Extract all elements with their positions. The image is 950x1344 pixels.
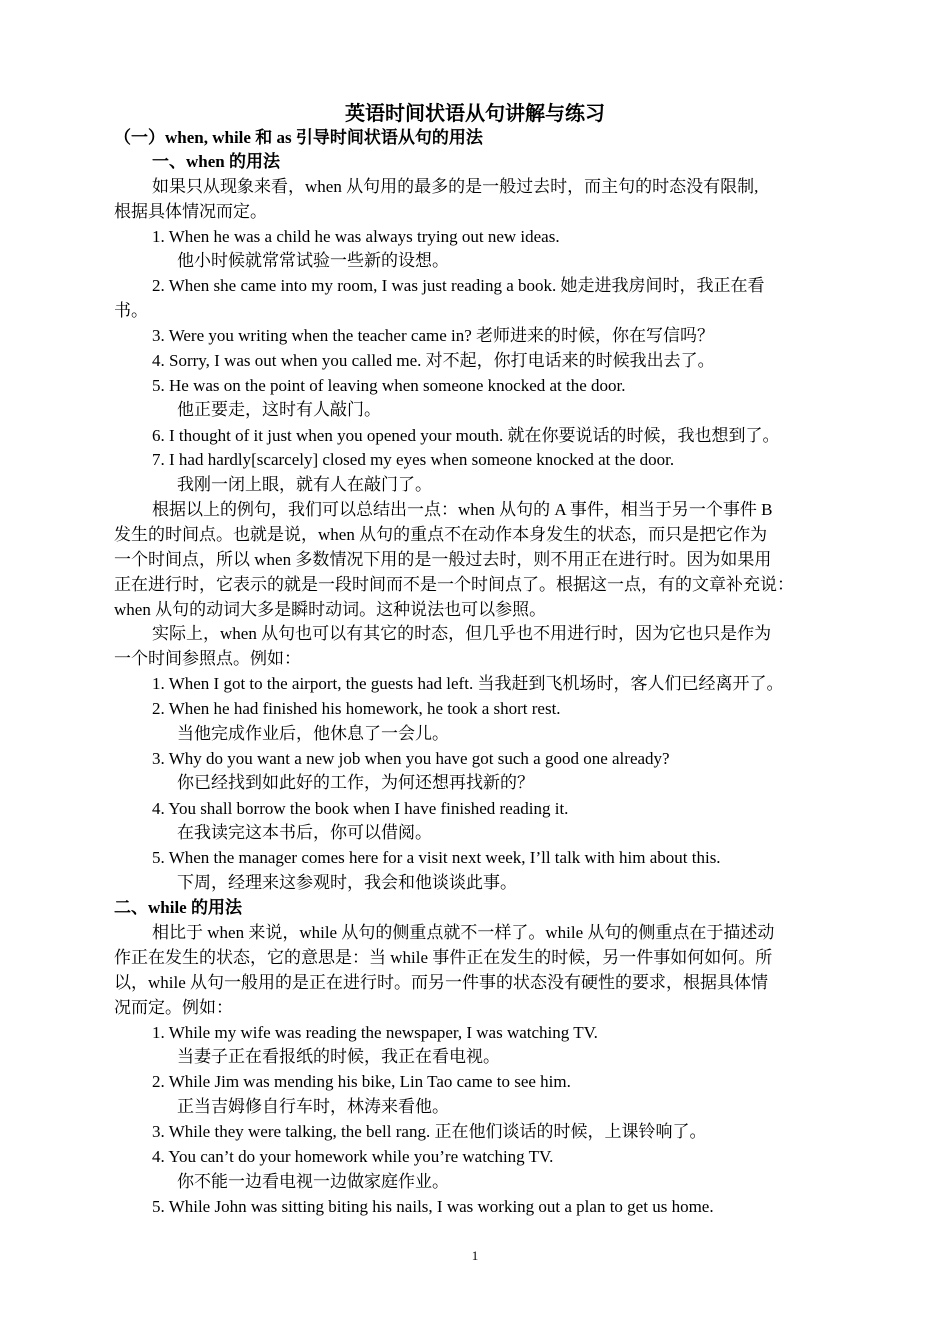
example-line: 1. When I got to the airport, the guests had left. 当我赶到飞机场时，客人们已经离开了。 xyxy=(152,674,784,693)
paragraph-line: 作正在发生的状态，它的意思是：当 while 事件正在发生的时候，另一件事如何如何。所 xyxy=(114,948,773,967)
translation-line: 正当吉姆修自行车时，林涛来看他。 xyxy=(177,1097,449,1116)
example-line: 2. When she came into my room, I was just reading a book. 她走进我房间时，我正在看 xyxy=(152,276,765,295)
subsection-heading-when: 一、when 的用法 xyxy=(152,152,280,171)
example-line: 4. Sorry, I was out when you called me. 对不起，你打电话来的时候我出去了。 xyxy=(152,351,715,370)
example-line: 7. I had hardly[scarcely] closed my eyes when someone knocked at the door. xyxy=(152,450,675,469)
example-line: 3. Were you writing when the teacher came in? 老师进来的时候，你在写信吗？ xyxy=(152,326,715,345)
example-line: 5. While John was sitting biting his nails, I was working out a plan to get us home. xyxy=(152,1197,714,1216)
paragraph-line: 相比于 when 来说，while 从句的侧重点就不一样了。while 从句的侧重点在于描述动 xyxy=(152,923,775,942)
paragraph-line: 发生的时间点。也就是说，when 从句的重点不在动作本身发生的状态，而只是把它作为 xyxy=(114,525,768,544)
translation-line: 你已经找到如此好的工作，为何还想再找新的？ xyxy=(177,773,534,792)
translation-line: 你不能一边看电视一边做家庭作业。 xyxy=(177,1172,449,1191)
page-number: 1 xyxy=(471,1248,479,1263)
example-line: 4. You can’t do your homework while you’re watching TV. xyxy=(152,1147,554,1166)
example-line: 2. When he had finished his homework, he took a short rest. xyxy=(152,699,561,718)
paragraph-line: 况而定。例如： xyxy=(114,998,233,1017)
subsection-heading-while: 二、while 的用法 xyxy=(114,898,242,917)
paragraph-line: 一个时间参照点。例如： xyxy=(114,649,301,668)
example-line: 4. You shall borrow the book when I have finished reading it. xyxy=(152,799,569,818)
document-title: 英语时间状语从句讲解与练习 xyxy=(345,103,605,125)
paragraph-line: when 从句的动词大多是瞬时动词。这种说法也可以参照。 xyxy=(114,600,547,619)
example-line: 5. He was on the point of leaving when someone knocked at the door. xyxy=(152,376,626,395)
example-line: 5. When the manager comes here for a visit next week, I’ll talk with him about this. xyxy=(152,848,721,867)
example-line: 3. Why do you want a new job when you have got such a good one already? xyxy=(152,749,670,768)
paragraph-line: 根据具体情况而定。 xyxy=(114,202,267,221)
translation-line: 他小时候就常常试验一些新的设想。 xyxy=(177,251,449,270)
paragraph-line: 以，while 从句一般用的是正在进行时。而另一件事的状态没有硬性的要求，根据具体情 xyxy=(114,973,769,992)
translation-line: 当他完成作业后，他休息了一会儿。 xyxy=(177,724,449,743)
paragraph-line: 根据以上的例句，我们可以总结出一点：when 从句的 A 事件，相当于另一个事件 B xyxy=(152,500,773,519)
translation-line: 当妻子正在看报纸的时候，我正在看电视。 xyxy=(177,1047,500,1066)
example-line: 1. When he was a child he was always trying out new ideas. xyxy=(152,227,560,246)
translation-line: 在我读完这本书后，你可以借阅。 xyxy=(177,823,432,842)
translation-line: 他正要走，这时有人敲门。 xyxy=(177,400,381,419)
translation-line: 我刚一闭上眼，就有人在敲门了。 xyxy=(177,475,432,494)
paragraph-line: 正在进行时，它表示的就是一段时间而不是一个时间点了。根据这一点，有的文章补充说： xyxy=(114,575,794,594)
example-line: 2. While Jim was mending his bike, Lin Tao came to see him. xyxy=(152,1072,571,1091)
section-heading: （一）when, while 和 as 引导时间状语从句的用法 xyxy=(114,128,483,147)
paragraph-line: 实际上，when 从句也可以有其它的时态，但几乎也不用进行时，因为它也只是作为 xyxy=(152,624,772,643)
translation-line: 下周，经理来这参观时，我会和他谈谈此事。 xyxy=(177,873,517,892)
paragraph-line: 如果只从现象来看，when 从句用的最多的是一般过去时，而主句的时态没有限制, xyxy=(152,177,759,196)
example-line: 3. While they were talking, the bell rang. 正在他们谈话的时候，上课铃响了。 xyxy=(152,1122,707,1141)
paragraph-line: 一个时间点，所以 when 多数情况下用的是一般过去时，则不用正在进行时。因为如果用 xyxy=(114,550,772,569)
example-line: 1. While my wife was reading the newspaper, I was watching TV. xyxy=(152,1023,598,1042)
example-line: 6. I thought of it just when you opened your mouth. 就在你要说话的时候，我也想到了。 xyxy=(152,426,780,445)
example-line: 书。 xyxy=(114,301,148,320)
